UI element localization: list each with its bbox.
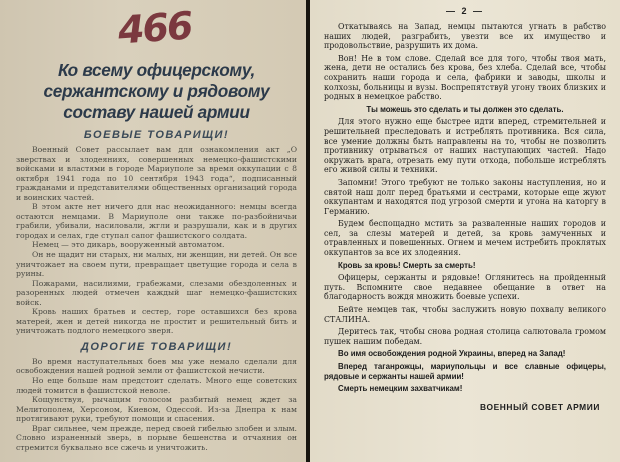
- paragraph: Военный Совет рассылает вам для ознакомления акт „О зверствах и злодеяниях, совершенных немецко-фашистскими войсками и властями в городе Мариуполе за время оккупации с 8 октября 1941 года по 10 сентября 1943 года“, подписанный гражданами и представителями общественных организаций города и воинских частей.: [16, 145, 297, 202]
- paragraph: Немец — это дикарь, вооруженный автоматом.: [32, 240, 225, 250]
- paragraph: Будем беспощадно мстить за разваленные наших городов и сел, за слезы матерей и детей, за кровь замученных и отравленных и повешенных. Огнем и мечем истребить проклятых оккупантов за все их злодеяния.: [324, 219, 606, 258]
- section1-body: [16, 145, 297, 336]
- section-title-combat-comrades: БОЕВЫЕ ТОВАРИЩИ!: [83, 129, 230, 141]
- paragraph-slogan: Вперед таганрожцы, мариупольцы и все славные офицеры, рядовые и сержанты нашей армии!: [324, 362, 606, 381]
- paragraph-slogan: Во имя освобождения родной Украины, вперед на Запад!: [338, 349, 566, 359]
- left-page: [0, 0, 306, 462]
- paragraph: Деритесь так, чтобы снова родная столица салютовала громом пушек нашим победам.: [324, 327, 606, 346]
- paragraph: Но еще больше нам предстоит сделать. Много еще советских людей томится в фашистской неволе.: [16, 376, 297, 395]
- paragraph: Кровь наших братьев и сестер, горе оставшихся без крова матерей, жен и детей никогда не простит и решительный бить и уничтожать подлого немецкого зверя.: [16, 307, 297, 336]
- paragraph: В этом акте нет ничего для нас неожиданного: немцы всегда остаются немцами. В Мариуполе они также по-разбойничьи грабили, убивали, насиловали, жгли и разрушали, как и в других городах и селах, где ступал сапог фашистского солдата.: [16, 202, 297, 240]
- right-page: [310, 0, 620, 462]
- paragraph: Пожарами, насилиями, грабежами, слезами обездоленных и разоренных людей отмечен каждый шаг немецко-фашистских войск.: [16, 278, 297, 307]
- paragraph: Вон! Не в том слове. Сделай все для того, чтобы твоя мать, жена, дети не остались без крова, без хлеба. Сделай все, чтобы сохранить наши города и села, фабрики и заводы, школы и колхозы, больницы и вузы. Воспрепятствуй угону твоих близких и родных в немецкое рабство.: [324, 53, 606, 102]
- paragraph: Кощунствуя, рычащим голосом разбитый немец ждет за Мелитополем, Херсоном, Киевом, Одессой. Из-за Днепра к нам протягивают руки, требуют помощи и спасения.: [16, 395, 297, 424]
- paragraph-slogan: Смерть немецким захватчикам!: [338, 384, 463, 394]
- paragraph: Враг сильнее, чем прежде, перед своей гибелью злобен и злым. Словно израненный зверь, в порыве бешенства и отчаяния он стремится буквально все сжечь и уничтожить.: [16, 423, 297, 452]
- paragraph: Офицеры, сержанты и рядовые! Оглянитесь на пройденный путь. Вспомните свое недавнее обещание в ответ на благодарность вождя множить боевые успехи.: [324, 273, 606, 302]
- page-number: — 2 —: [445, 6, 484, 16]
- right-page-body: [324, 22, 606, 394]
- paragraph: Бейте немцев так, чтобы заслужить новую похвалу великого СТАЛИНА.: [324, 305, 606, 324]
- leaflet-headline: Ко всему офицерскому, сержантскому и рядовому составу нашей армии: [43, 60, 270, 122]
- paragraph-emphasis: Ты можешь это сделать и ты должен это сделать.: [366, 104, 564, 114]
- paragraph: Во время наступательных боев мы уже немало сделали для освобождения нашей родной земли от фашистской нечисти.: [16, 356, 297, 376]
- signature: ВОЕННЫЙ СОВЕТ АРМИИ: [480, 401, 600, 412]
- paragraph: Запомни! Этого требуют не только законы наступления, но и святой наш долг перед братьями и сестрами, которые еще жуют оккупантам и находятся под угрозой смерти и угона на каторгу в Германию.: [324, 177, 606, 216]
- section2-body: [16, 357, 297, 452]
- section-title-dear-comrades: ДОРОГИЕ ТОВАРИЩИ!: [80, 340, 233, 353]
- paragraph: Для этого нужно еще быстрее идти вперед, стремительней и решительней преследовать и истреблять противника. Вся сила, все умение должны быть направлены на то, чтобы не позволить противнику отрываться от наших наступающих частей. Надо окружать врага, отрезать ему пути отхода, побольше истреблять его живой силы и техники.: [324, 117, 606, 175]
- handwritten-archive-number: 466: [116, 3, 193, 53]
- paragraph-slogan: Кровь за кровь! Смерть за смерть!: [338, 260, 476, 270]
- paragraph: Откатываясь на Запад, немцы пытаются угнать в рабство наших людей, разграбить, увезти все их имущество и продовольствие, разрушить их дома.: [324, 22, 606, 51]
- paragraph: Он не щадит ни старых, ни малых, ни женщин, ни детей. Он все уничтожает на своем пути, превращает цветущие города и села в руины.: [16, 250, 297, 279]
